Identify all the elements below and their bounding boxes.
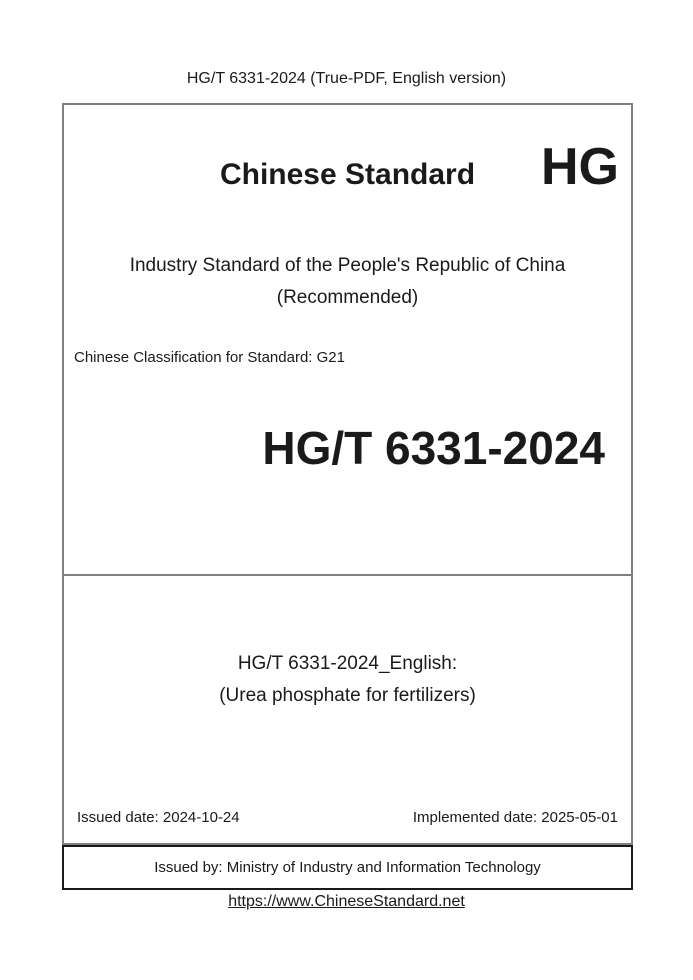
dates-row — [64, 809, 631, 826]
implemented-date: Implemented date: 2025-05-01 — [412, 809, 618, 826]
site-link-row — [0, 893, 693, 911]
chinesestandard-link[interactable]: https://www.ChineseStandard.net — [228, 893, 465, 910]
section-divider — [64, 574, 631, 576]
classification-code: Chinese Classification for Standard: G21 — [74, 349, 345, 366]
english-title-code: HG/T 6331-2024_English: — [237, 653, 458, 674]
issued-date: Issued date: 2024-10-24 — [77, 809, 240, 826]
standard-number: HG/T 6331-2024 — [262, 422, 605, 474]
issued-by: Issued by: Ministry of Industry and Information Technology — [154, 859, 541, 876]
issuer-box — [62, 845, 633, 890]
english-title-subject: (Urea phosphate for fertilizers) — [219, 685, 476, 706]
document-header-title: HG/T 6331-2024 (True-PDF, English version) — [186, 70, 507, 87]
brand-logo-hg: HG — [541, 138, 619, 196]
cover-main-box — [62, 103, 633, 845]
standard-type-recommended: (Recommended) — [276, 287, 419, 308]
brand-title: Chinese Standard — [219, 158, 476, 191]
standard-type-line: Industry Standard of the People's Republic of China — [129, 255, 566, 276]
